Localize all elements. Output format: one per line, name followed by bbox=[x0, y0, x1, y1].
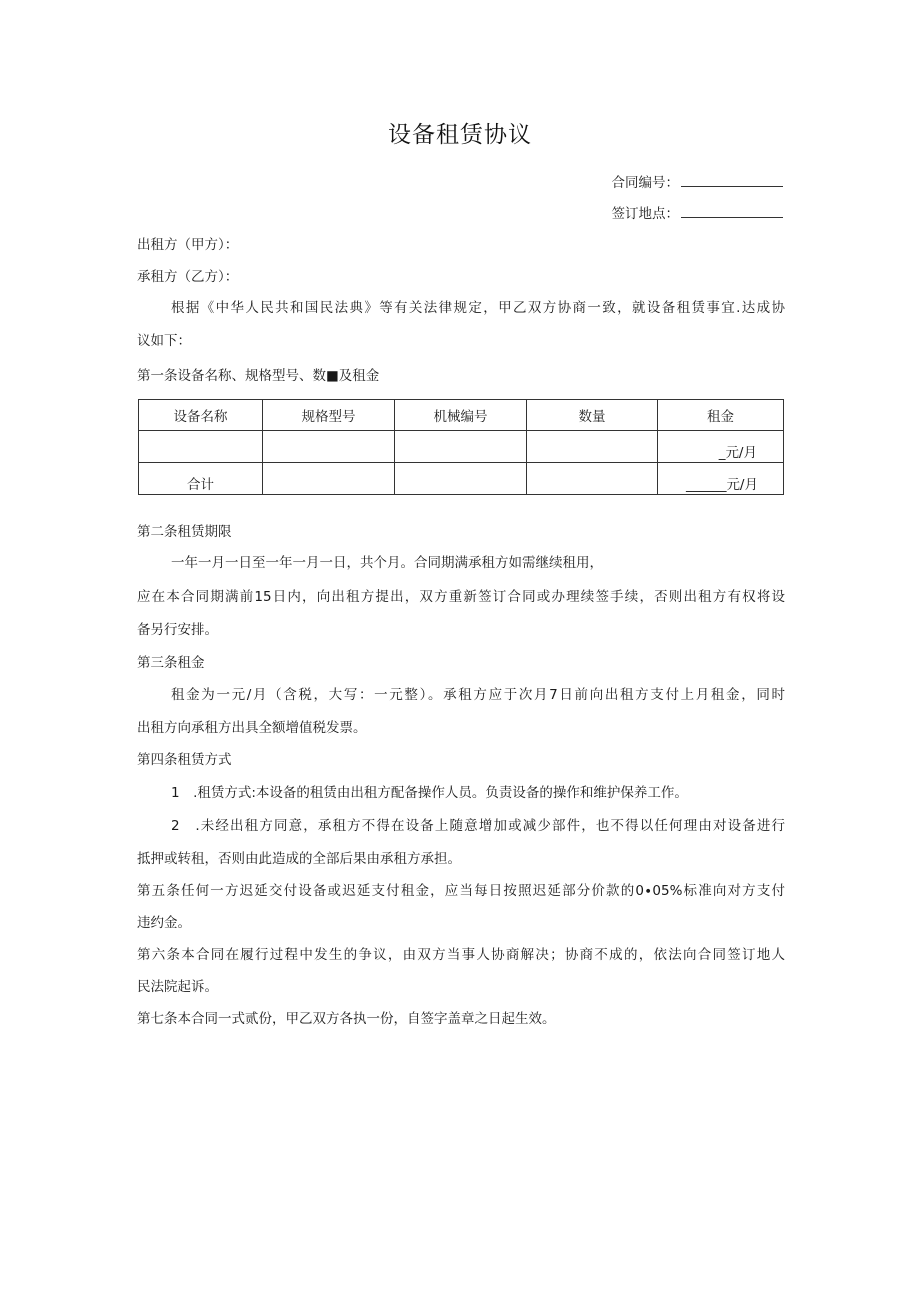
table-cell bbox=[395, 463, 527, 495]
contract-number-blank bbox=[681, 172, 783, 187]
article-2-line2: 应在本合同期满前15日内，向出租方提出，双方重新签订合同或办理续签手续，否则出租方有权将设 bbox=[137, 589, 785, 605]
article-6-line1: 第六条本合同在履行过程中发生的争议，由双方当事人协商解决；协商不成的，依法向合同签订地人 bbox=[137, 947, 785, 963]
intro-paragraph-line1: 根据《中华人民共和国民法典》等有关法律规定，甲乙双方协商一致，就设备租赁事宜.达成协 bbox=[171, 300, 785, 316]
article-2-title: 第二条租赁期限 bbox=[137, 524, 232, 540]
table-cell bbox=[527, 431, 658, 463]
equipment-table bbox=[138, 399, 784, 495]
article-4-title: 第四条租赁方式 bbox=[137, 752, 232, 768]
row-rent-cell: _元/月 bbox=[658, 431, 784, 463]
document-title: 设备租赁协议 bbox=[388, 122, 532, 148]
article-5-line1: 第五条任何一方迟延交付设备或迟延支付租金，应当每日按照迟延部分价款的0∙05%标准向对方支付 bbox=[137, 883, 785, 899]
intro-paragraph-line2: 议如下： bbox=[137, 333, 191, 349]
article-5-line2: 违约金。 bbox=[137, 915, 191, 931]
sign-place-blank bbox=[681, 203, 783, 218]
total-rent-cell: ______元/月 bbox=[658, 463, 784, 495]
party-b: 承租方（乙方）： bbox=[137, 269, 239, 285]
sign-place-line bbox=[612, 203, 784, 224]
article-3-line1: 租金为一元/月（含税，大写：一元整）。承租方应于次月7日前向出租方支付上月租金，同时 bbox=[171, 687, 785, 703]
sign-place-label: 签订地点： bbox=[611, 206, 679, 222]
col-header-model: 规格型号 bbox=[263, 400, 395, 431]
article-4-item2-line1: 2 .未经出租方同意，承租方不得在设备上随意增加或减少部件，也不得以任何理由对设备进行 bbox=[171, 818, 785, 834]
article-4-item1: 1 .租赁方式:本设备的租赁由出租方配备操作人员。负责设备的操作和维护保养工作。 bbox=[171, 785, 688, 801]
article-4-item2-line2: 抵押或转租，否则由此造成的全部后果由承租方承担。 bbox=[137, 851, 461, 867]
contract-number-line bbox=[612, 172, 784, 193]
table-total-row bbox=[139, 463, 784, 495]
col-header-quantity: 数量 bbox=[527, 400, 658, 431]
article-7-line1: 第七条本合同一式贰份，甲乙双方各执一份，自签字盖章之日起生效。 bbox=[137, 1011, 556, 1027]
col-header-rent: 租金 bbox=[658, 400, 784, 431]
table-row bbox=[139, 431, 784, 463]
contract-number-label: 合同编号： bbox=[611, 175, 679, 191]
article-1-title: 第一条设备名称、规格型号、数■及租金 bbox=[137, 368, 380, 384]
table-cell bbox=[527, 463, 658, 495]
total-label-cell: 合计 bbox=[139, 463, 263, 495]
article-6-line2: 民法院起诉。 bbox=[137, 979, 218, 995]
col-header-equipment-name: 设备名称 bbox=[139, 400, 263, 431]
table-cell bbox=[395, 431, 527, 463]
article-2-line1: 一年一月一日至一年一月一日，共个月。合同期满承租方如需继续租用， bbox=[171, 555, 603, 571]
table-header-row bbox=[139, 400, 784, 431]
article-2-line3: 备另行安排。 bbox=[137, 622, 218, 638]
article-3-line2: 出租方向承租方出具全额增值税发票。 bbox=[137, 720, 367, 736]
table-cell bbox=[263, 463, 395, 495]
table-cell bbox=[263, 431, 395, 463]
col-header-machine-no: 机械编号 bbox=[395, 400, 527, 431]
table-cell bbox=[139, 431, 263, 463]
article-3-title: 第三条租金 bbox=[137, 655, 205, 671]
party-a: 出租方（甲方）： bbox=[137, 237, 239, 253]
